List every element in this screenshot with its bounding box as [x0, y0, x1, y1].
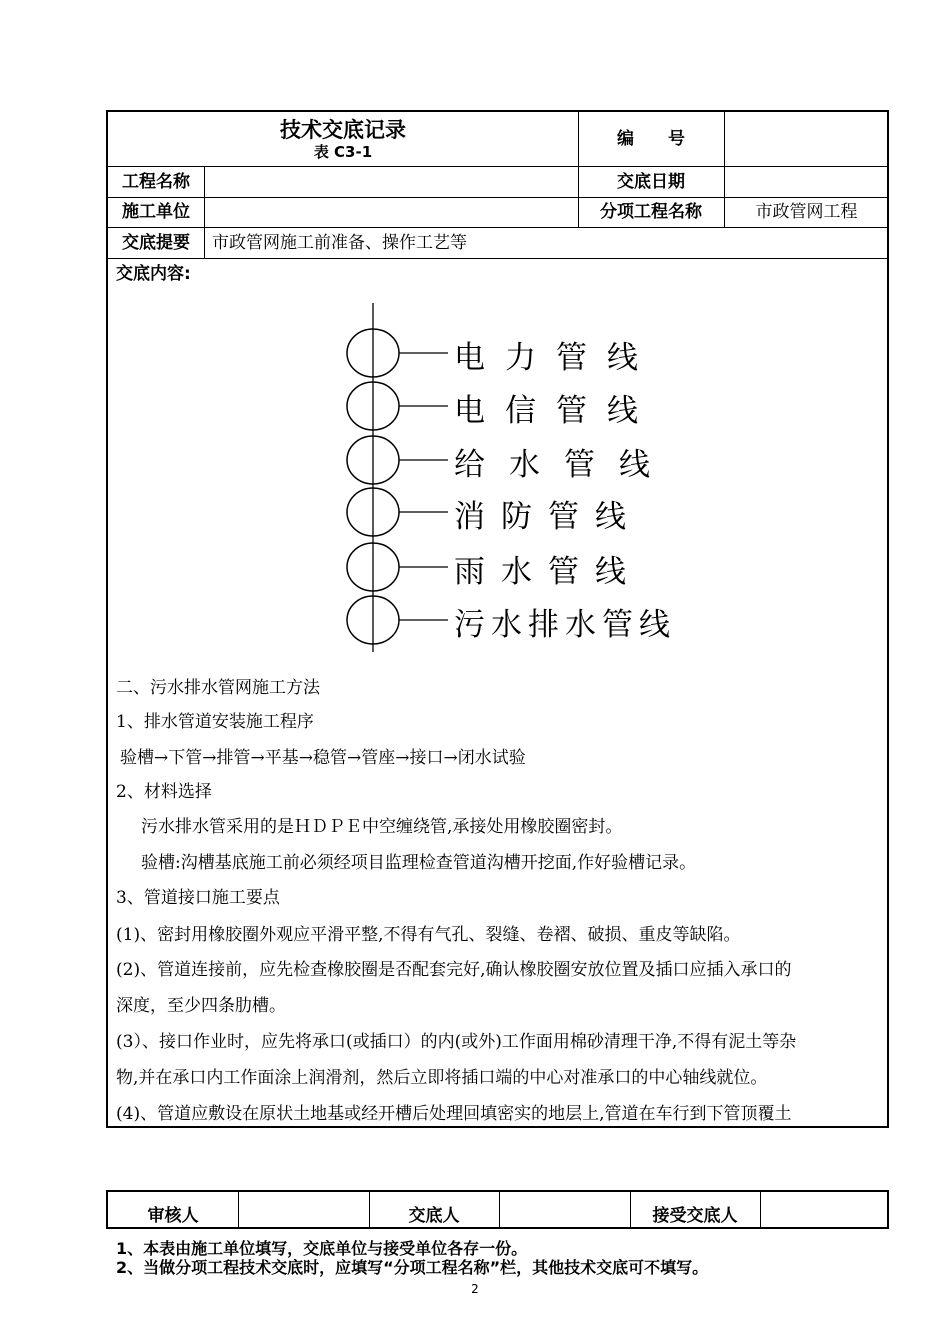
row-divider — [108, 227, 887, 228]
paragraph-line: 物,并在承口内工作面涂上润滑剂，然后立即将插口端的中心对准承口的中心轴线就位。 — [116, 1068, 768, 1088]
paragraph-line: (3）、接口作业时，应先将承口(或插口）的内(或外)工作面用棉砂清理干净,不得有泥土等杂 — [116, 1032, 797, 1052]
pipeline-layout-diagram — [320, 300, 720, 660]
content-label: 交底内容: — [116, 264, 191, 284]
sub-project-name-field[interactable]: 市政管网工程 — [755, 202, 858, 222]
procedure-sequence: 验槽→下管→排管→平基→稳管→管座→接口→闭水试验 — [120, 748, 526, 768]
receiver-label: 接受交底人 — [652, 1206, 738, 1226]
column-divider — [204, 166, 205, 258]
subsection-heading: 1、排水管道安装施工程序 — [116, 712, 314, 732]
reviewer-label: 审核人 — [147, 1206, 199, 1226]
paragraph-line: 深度，至少四条肋槽。 — [116, 996, 286, 1016]
paragraph-line: (2)、管道连接前，应先检查橡胶圈是否配套完好,确认橡胶圈安放位置及插口应插入承口的 — [116, 960, 792, 980]
form-title: 技术交底记录 — [280, 118, 406, 142]
pipeline-label-rainwater: 雨水管线 — [454, 554, 642, 590]
pipe-marker — [347, 382, 448, 430]
sub-project-name-label: 分项工程名称 — [600, 202, 702, 222]
paragraph-line: 污水排水管采用的是ＨＤＰＥ中空缠绕管,承接处用橡胶圈密封。 — [124, 817, 623, 837]
pipe-marker — [347, 329, 448, 377]
subsection-heading: 2、材料选择 — [116, 782, 212, 802]
column-divider — [760, 1192, 761, 1227]
column-divider — [499, 1192, 500, 1227]
paragraph-line: 验槽:沟槽基底施工前必须经项目监理检查管道沟槽开挖面,作好验槽记录。 — [124, 853, 697, 873]
subsection-heading: 3、管道接口施工要点 — [116, 888, 280, 908]
pipe-marker — [347, 436, 448, 484]
summary-field[interactable]: 市政管网施工前准备、操作工艺等 — [212, 233, 467, 253]
project-name-label: 工程名称 — [122, 172, 190, 192]
pipe-marker — [347, 596, 448, 644]
row-divider — [108, 258, 887, 259]
contractor-label: 施工单位 — [122, 202, 190, 222]
paragraph-line: (4)、管道应敷设在原状土地基或经开槽后处理回填密实的地层上,管道在车行到下管顶覆土 — [116, 1104, 792, 1124]
form-number: 表 C3-1 — [313, 143, 373, 161]
row-divider — [108, 197, 887, 198]
row-divider — [108, 166, 887, 167]
discloser-label: 交底人 — [408, 1206, 460, 1226]
section-heading: 二、污水排水管网施工方法 — [116, 678, 320, 698]
signature-table — [106, 1190, 889, 1229]
pipeline-label-telecom: 电信管线 — [454, 393, 658, 429]
summary-label: 交底提要 — [122, 233, 190, 253]
paragraph-line: (1)、密封用橡胶圈外观应平滑平整,不得有气孔、裂缝、卷褶、破损、重皮等缺陷。 — [116, 925, 741, 945]
pipeline-label-fire: 消防管线 — [454, 499, 642, 535]
footnote: 1、本表由施工单位填写，交底单位与接受单位各存一份。 — [116, 1239, 528, 1258]
pipe-marker — [347, 488, 448, 536]
pipeline-label-sewage: 污水排水管线 — [454, 607, 676, 643]
serial-number-label: 编 号 — [617, 129, 685, 149]
footnote: 2、当做分项工程技术交底时，应填写“分项工程名称”栏，其他技术交底可不填写。 — [116, 1258, 709, 1277]
pipeline-label-water-supply: 给水管线 — [454, 447, 674, 483]
disclosure-date-label: 交底日期 — [617, 172, 685, 192]
pipe-marker — [347, 543, 448, 591]
page-number: 2 — [471, 1282, 479, 1296]
pipeline-label-power: 电力管线 — [454, 340, 658, 376]
column-divider — [238, 1192, 239, 1227]
